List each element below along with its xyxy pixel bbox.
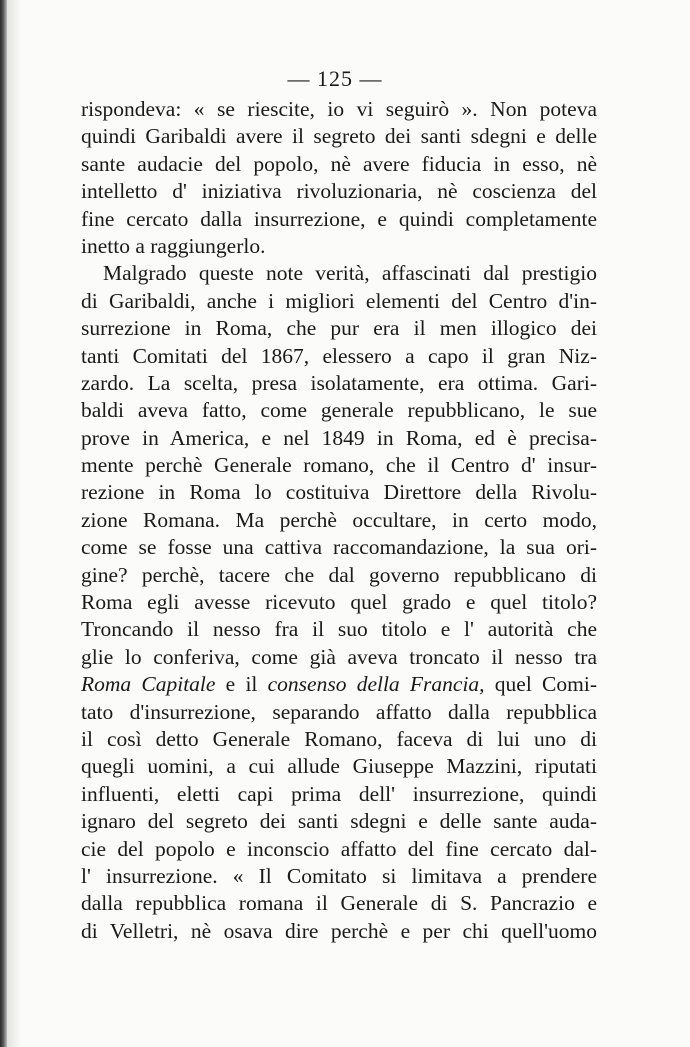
text-line	[81, 863, 597, 890]
page-number: — 125 —	[287, 66, 383, 91]
text-line	[81, 726, 597, 753]
text-segment: surrezione in Roma, che pur era il men illogico dei	[81, 316, 597, 341]
text-line	[81, 288, 597, 315]
text-line	[81, 562, 597, 589]
text-line	[81, 671, 597, 698]
body-text	[81, 96, 597, 945]
text-segment: Malgrado queste note verità, affascinati dal prestigio	[103, 261, 597, 286]
text-segment: di Velletri, nè osava dire perchè e per chi quell'uomo	[81, 918, 597, 943]
text-segment: tanti Comitati del 1867, elessero a capo il gran Niz-	[81, 343, 597, 368]
text-line	[81, 425, 597, 452]
text-segment: Troncando il nesso fra il suo titolo e l' autorità che	[81, 617, 597, 642]
text-segment: inetto a raggiungerlo.	[81, 233, 266, 258]
text-line	[81, 96, 597, 123]
text-segment: e il	[215, 672, 268, 697]
text-line	[81, 260, 597, 287]
text-segment: zardo. La scelta, presa isolatamente, era ottima. Gari-	[81, 370, 597, 395]
text-line	[81, 178, 597, 205]
text-segment: prove in America, e nel 1849 in Roma, ed è precisa-	[81, 425, 597, 450]
text-segment: quel Comi-	[484, 672, 597, 697]
text-line	[81, 233, 597, 260]
text-line	[81, 397, 597, 424]
text-line	[81, 808, 597, 835]
text-line	[81, 644, 597, 671]
italic-text: consenso della Francia,	[267, 672, 485, 697]
text-segment: Roma egli avesse ricevuto quel grado e quel titolo?	[81, 590, 597, 615]
text-line	[81, 699, 597, 726]
text-line	[81, 370, 597, 397]
text-line	[81, 206, 597, 233]
text-line	[81, 452, 597, 479]
text-segment: glie lo conferiva, come già aveva troncato il nesso tra	[81, 644, 597, 669]
italic-text: Roma Capitale	[81, 672, 216, 697]
text-segment: l' insurrezione. « Il Comitato si limitava a prendere	[81, 863, 597, 888]
text-segment: sante audacie del popolo, nè avere fiducia in esso, nè	[81, 151, 597, 176]
spine-shadow	[7, 0, 21, 1047]
text-line	[81, 616, 597, 643]
text-segment: quegli uomini, a cui allude Giuseppe Mazzini, riputati	[81, 754, 597, 779]
text-segment: dalla repubblica romana il Generale di S. Pancrazio e	[81, 891, 597, 916]
text-line	[81, 123, 597, 150]
text-line	[81, 890, 597, 917]
text-segment: zione Romana. Ma perchè occultare, in certo modo,	[81, 507, 597, 532]
book-spine-edge	[0, 0, 7, 1047]
text-segment: intelletto d' iniziativa rivoluzionaria, nè coscienza del	[81, 179, 597, 204]
text-segment: il così detto Generale Romano, faceva di lui uno di	[81, 726, 597, 751]
text-segment: rezione in Roma lo costituiva Direttore della Rivolu-	[81, 480, 597, 505]
text-line	[81, 507, 597, 534]
text-segment: cie del popolo e inconscio affatto del fine cercato dal-	[81, 836, 597, 861]
text-segment: tato d'insurrezione, separando affatto dalla repubblica	[81, 699, 597, 724]
text-segment: quindi Garibaldi avere il segreto dei santi sdegni e delle	[81, 124, 597, 149]
text-segment: ignaro del segreto dei santi sdegni e delle sante auda-	[81, 809, 597, 834]
text-line	[81, 781, 597, 808]
text-segment: di Garibaldi, anche i migliori elementi del Centro d'in-	[81, 288, 597, 313]
text-line	[81, 479, 597, 506]
text-line	[81, 589, 597, 616]
text-segment: come se fosse una cattiva raccomandazione, la sua ori-	[81, 535, 597, 560]
text-segment: gine? perchè, tacere che dal governo repubblicano di	[81, 562, 597, 587]
text-line	[81, 315, 597, 342]
text-segment: baldi aveva fatto, come generale repubblicano, le sue	[81, 398, 597, 423]
text-line	[81, 918, 597, 945]
text-line	[81, 534, 597, 561]
text-line	[81, 151, 597, 178]
text-segment: influenti, eletti capi prima dell' insurrezione, quindi	[81, 781, 597, 806]
text-segment: mente perchè Generale romano, che il Centro d' insur-	[81, 453, 597, 478]
text-line	[81, 343, 597, 370]
text-segment: rispondeva: « se riescite, io vi seguirò ». Non poteva	[81, 97, 597, 121]
text-line	[81, 836, 597, 863]
text-line	[81, 753, 597, 780]
text-segment: fine cercato dalla insurrezione, e quindi completamente	[81, 206, 597, 231]
